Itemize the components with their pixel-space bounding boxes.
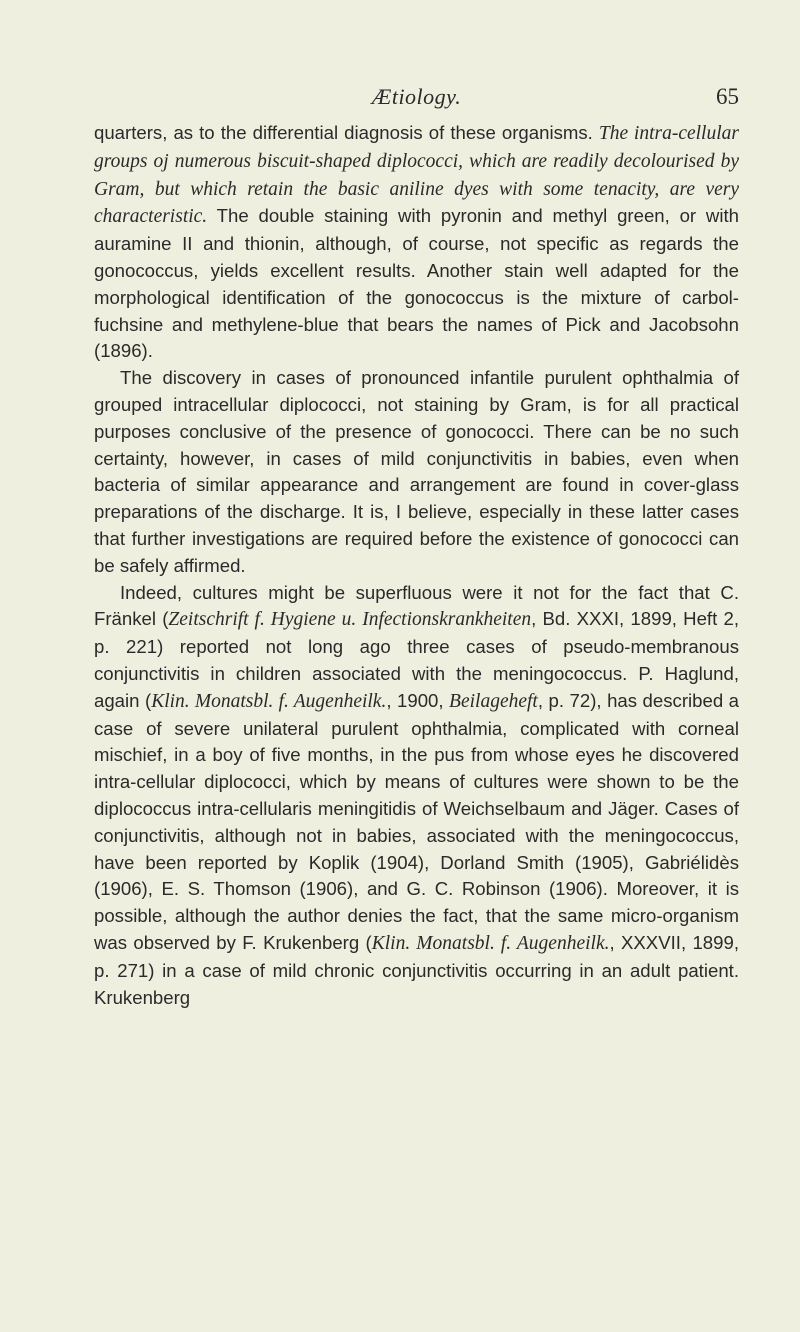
running-title: Ætiology.: [371, 84, 462, 109]
paragraph: [94, 365, 739, 579]
page-number: 65: [716, 84, 739, 109]
text-run: , p. 72), has described a case of severe unilateral purulent ophthalmia, complicated with corneal mischief, in a boy of five months, in the pus from whose eyes he discovered intra-cellular diplococci, which by means of cultures were shown to be the diplococcus intra-cellularis meningitidis of Weichselbaum and Jäger. Cases of conjunctivitis, although not in babies, associated with the meningococcus, have been reported by Koplik (1904), Dorland Smith (1905), Gabriélidès (1906), E. S. Thomson (1906), and G. C. Robinson (1906). Moreover, it is possible, although the author denies the fact, that the same micro-organism was observed by F. Krukenberg (: [94, 689, 739, 953]
italic-citation: Klin. Monatsbl. f. Augenheilk.: [151, 690, 387, 712]
text-run: The double staining with pyronin and methyl green, or with auramine II and thionin, although, of course, not specific as regards the gonococcus, yields excellent results. Another stain well adapted for the morphological identification of the gonococcus is the mixture of carbol-fuchsine and methylene-blue that bears the names of Pick and Jacobsohn (1896).: [94, 205, 739, 362]
running-head: [94, 84, 739, 120]
paragraph: [94, 580, 739, 1012]
italic-citation: The intra-cellular groups oj numerous biscuit-shaped diplococci, which are readily decolourised by Gram, but which retain the basic aniline dyes with some tenacity, are very characteristic.: [94, 123, 739, 228]
text-run: Indeed, cultures might be superfluous were it not for the fact that C. Fränkel (: [94, 581, 739, 630]
paragraph: [94, 120, 739, 365]
text-run: , 1900,: [386, 689, 450, 711]
book-page: [94, 84, 739, 1011]
italic-citation: Beilageheft: [449, 690, 538, 712]
body-text: [94, 120, 739, 1011]
text-run: , Bd. XXXI, 1899, Heft 2, p. 221) reported not long ago three cases of pseudo-membranous conjunctivitis in children associated with the meningococcus. P. Haglund, again (: [94, 608, 739, 711]
italic-citation: Zeitschrift f. Hygiene u. Infectionskrankheiten: [168, 609, 532, 631]
text-run: quarters, as to the differential diagnosis of these organisms.: [94, 122, 599, 143]
text-run: , XXXVII, 1899, p. 271) in a case of mild chronic conjunctivitis occurring in an adult patient. Krukenberg: [94, 931, 739, 1008]
italic-citation: Klin. Monatsbl. f. Augenheilk.: [371, 932, 610, 954]
text-run: The discovery in cases of pronounced infantile purulent ophthalmia of grouped intracellular diplococci, not staining by Gram, is for all practical purposes conclusive of the presence of gonococci. There can be no such certainty, however, in cases of mild conjunctivitis in babies, even when bacteria of similar appearance and arrangement are found in cover-glass preparations of the discharge. It is, I believe, especially in these latter cases that further investigations are required before the existence of gonococci can be safely affirmed.: [94, 367, 739, 576]
